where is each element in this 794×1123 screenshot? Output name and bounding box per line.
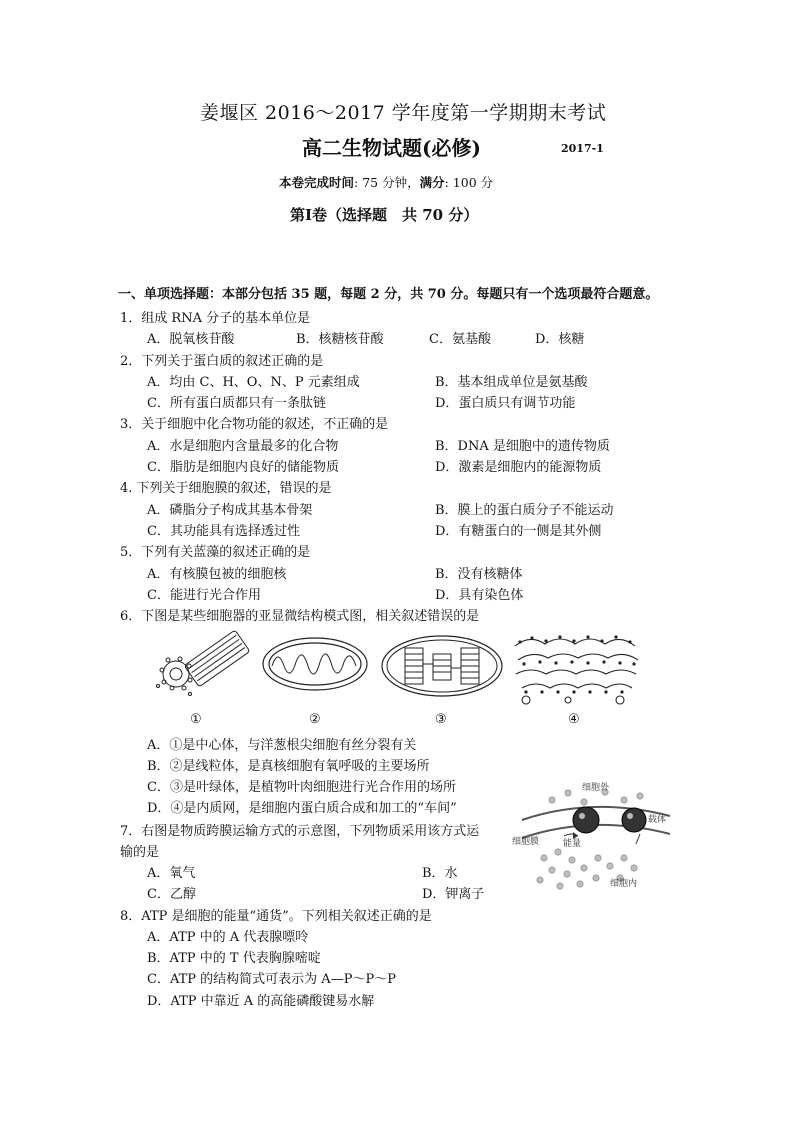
question-8-stem: 8．ATP 是细胞的能量“通货”。下列相关叙述正确的是: [120, 909, 432, 924]
question-3-option-b: B．DNA 是细胞中的遗传物质: [435, 439, 610, 454]
question-8-option-d: D．ATP 中靠近 A 的高能磷酸键易水解: [147, 994, 375, 1009]
exam-meta: [279, 173, 493, 191]
question-3-option-c: C．脂肪是细胞内良好的储能物质: [147, 460, 339, 475]
figure-label-3: ③: [435, 712, 447, 727]
question-2-stem: 2．下列关于蛋白质的叙述正确的是: [120, 354, 324, 369]
question-5-stem: 5．下列有关蓝藻的叙述正确的是: [120, 545, 311, 560]
question-5-option-a: A．有核膜包被的细胞核: [147, 567, 287, 582]
figure-label-4: ④: [568, 712, 580, 727]
question-4-option-c: C．其功能具有选择透过性: [147, 524, 300, 539]
question-2-option-a: A．均由 C、H、O、N、P 元素组成: [147, 375, 360, 390]
label-carrier: 载体: [648, 815, 667, 825]
endoplasmic-reticulum-drawing: [515, 635, 638, 704]
question-6-option-b: B．②是线粒体，是真核细胞有氧呼吸的主要场所: [147, 759, 430, 774]
exam-title: 姜堰区 2016～2017 学年度第一学期期末考试: [200, 102, 607, 124]
label-cell-outside: 细胞外: [582, 783, 610, 793]
question-8-option-a: A．ATP 中的 A 代表腺嘌呤: [147, 930, 309, 945]
membrane-transport-figure: [512, 778, 674, 894]
question-1-stem: 1．组成 RNA 分子的基本单位是: [120, 311, 311, 326]
question-7-option-c: C．乙醇: [147, 887, 196, 902]
question-4-stem: 4. 下列关于细胞膜的叙述，错误的是: [120, 481, 332, 496]
question-6-stem: 6．下图是某些细胞器的亚显微结构模式图，相关叙述错误的是: [120, 609, 480, 624]
score-value: : 100 分: [444, 175, 494, 190]
chloroplast-drawing: [382, 636, 502, 696]
part-heading: 第Ⅰ卷（选择题 共 70 分）: [290, 206, 479, 224]
question-1-option-a: A．脱氧核苷酸: [147, 332, 235, 347]
exam-date: 2017-1: [561, 142, 604, 155]
question-7-stem-line1: 7．右图是物质跨膜运输方式的示意图，下列物质采用该方式运: [120, 824, 480, 839]
section-instructions: 一、单项选择题：本部分包括 35 题，每题 2 分，共 70 分。每题只有一个选项最符合题意。: [118, 287, 659, 302]
question-1-option-d: D．核糖: [535, 332, 585, 347]
score-label: 满分: [419, 175, 445, 190]
figure-label-1: ①: [190, 712, 202, 727]
question-7-option-b: B．水: [422, 866, 458, 881]
question-3-option-a: A．水是细胞内含量最多的化合物: [147, 439, 339, 454]
question-8-option-c: C．ATP 的结构简式可表示为 A—P～P～P: [147, 972, 396, 987]
question-6-option-a: A．①是中心体，与洋葱根尖细胞有丝分裂有关: [147, 738, 417, 753]
question-7-stem-line2: 输的是: [120, 845, 160, 860]
question-4-option-b: B．膜上的蛋白质分子不能运动: [435, 503, 614, 518]
question-2-option-c: C．所有蛋白质都只有一条肽链: [147, 396, 326, 411]
question-4-option-d: D．有糖蛋白的一侧是其外侧: [435, 524, 602, 539]
question-1-option-b: B．核糖核苷酸: [296, 332, 384, 347]
question-2-option-b: B．基本组成单位是氨基酸: [435, 375, 588, 390]
label-cell-membrane: 细胞膜: [512, 837, 540, 847]
question-7-option-a: A．氧气: [147, 866, 196, 881]
question-2-option-d: D．蛋白质只有调节功能: [435, 396, 576, 411]
question-3-stem: 3．关于细胞中化合物功能的叙述，不正确的是: [120, 417, 389, 432]
centriole-drawing: [157, 630, 250, 695]
label-cell-inside: 细胞内: [610, 879, 638, 889]
label-energy: 能量: [563, 839, 582, 849]
question-4-option-a: A．磷脂分子构成其基本骨架: [147, 503, 313, 518]
question-7-option-d: D．钾离子: [422, 887, 485, 902]
question-3-option-d: D．激素是细胞内的能源物质: [435, 460, 602, 475]
question-5-option-b: B．没有核糖体: [435, 567, 523, 582]
organelle-figure: [150, 626, 650, 706]
question-8-option-b: B．ATP 中的 T 代表胸腺嘧啶: [147, 951, 321, 966]
paper-subtitle: 高二生物试题(必修): [302, 136, 481, 160]
question-5-option-c: C．能进行光合作用: [147, 588, 261, 603]
time-label: 本卷完成时间: [279, 175, 355, 190]
question-1-option-c: C．氨基酸: [429, 332, 491, 347]
mitochondrion-drawing: [263, 638, 367, 690]
time-value: : 75 分钟，: [354, 175, 420, 190]
question-6-option-d: D．④是内质网，是细胞内蛋白质合成和加工的“车间”: [147, 801, 457, 816]
figure-label-2: ②: [309, 712, 321, 727]
question-6-option-c: C．③是叶绿体，是植物叶肉细胞进行光合作用的场所: [147, 780, 456, 795]
question-5-option-d: D．具有染色体: [435, 588, 524, 603]
